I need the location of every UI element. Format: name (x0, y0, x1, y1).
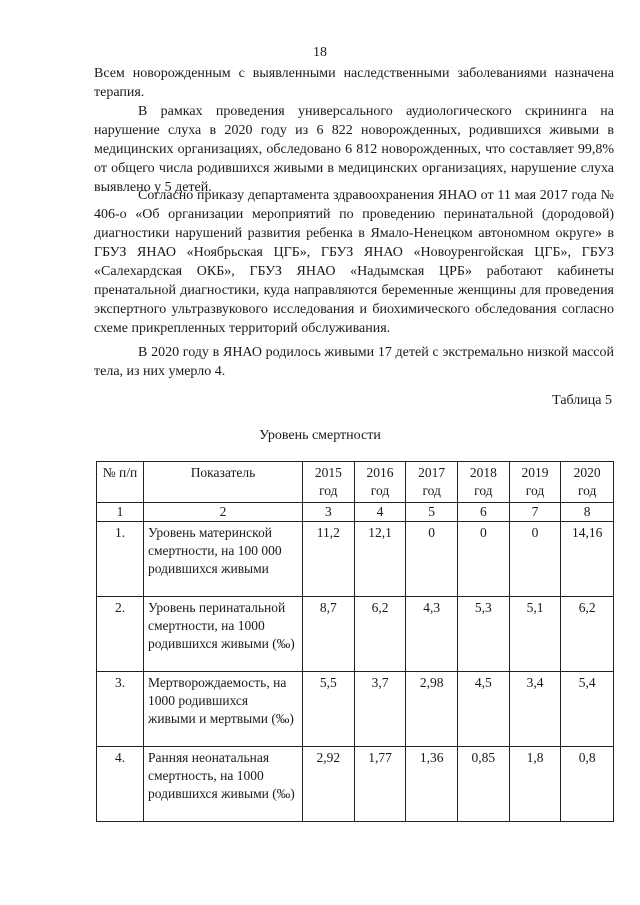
value-2018: 5,3 (458, 597, 510, 672)
row-num: 1. (97, 522, 144, 597)
row-num: 4. (97, 747, 144, 822)
column-index: 8 (561, 503, 614, 522)
column-index-row (97, 503, 614, 522)
table-caption: Таблица 5 (552, 393, 612, 408)
header-2016: 2016 год (354, 462, 406, 503)
table-header-row (97, 462, 614, 503)
header-2017: 2017 год (406, 462, 458, 503)
header-2020: 2020 год (561, 462, 614, 503)
paragraph-low-birth-weight: В 2020 году в ЯНАО родилось живыми 17 детей с экстремально низкой массой тела, из них умерло 4. (94, 345, 614, 379)
header-2015: 2015 год (303, 462, 355, 503)
value-2018: 0,85 (458, 747, 510, 822)
column-index: 3 (303, 503, 355, 522)
value-2018: 4,5 (458, 672, 510, 747)
row-indicator: Уровень перинатальной смертности, на 1000 родившихся живыми (‰) (144, 597, 303, 672)
value-2018: 0 (458, 522, 510, 597)
page-number: 18 (313, 45, 327, 60)
paragraph-therapy: Всем новорожденным с выявленными наследственными заболеваниями назначена терапия. (94, 66, 614, 100)
value-2020: 5,4 (561, 672, 614, 747)
value-2015: 5,5 (303, 672, 355, 747)
row-indicator: Мертворождаемость, на 1000 родившихся живыми и мертвыми (‰) (144, 672, 303, 747)
value-2019: 0 (509, 522, 561, 597)
value-2015: 8,7 (303, 597, 355, 672)
value-2017: 0 (406, 522, 458, 597)
value-2019: 5,1 (509, 597, 561, 672)
table-row-early-neonatal-mortality (97, 747, 614, 822)
value-2016: 1,77 (354, 747, 406, 822)
column-index: 6 (458, 503, 510, 522)
value-2017: 2,98 (406, 672, 458, 747)
row-indicator: Уровень материнской смертности, на 100 000 родившихся живыми (144, 522, 303, 597)
paragraph-hearing-screening: В рамках проведения универсального аудиологического скрининга на нарушение слуха в 2020 году из 6 822 новорожденных, родившихся живыми в медицинских организациях, обследовано 6 812 новорожденных, что составляет 99,8% от общего числа родившихся живыми в медицинских организациях, нарушение слуха выявлено у 5 детей. (94, 104, 614, 195)
row-indicator: Ранняя неонатальная смертность, на 1000 родившихся живыми (‰) (144, 747, 303, 822)
value-2019: 1,8 (509, 747, 561, 822)
table-title: Уровень смертности (259, 428, 381, 443)
value-2020: 14,16 (561, 522, 614, 597)
table-row-stillbirth (97, 672, 614, 747)
column-index: 4 (354, 503, 406, 522)
value-2019: 3,4 (509, 672, 561, 747)
header-2019: 2019 год (509, 462, 561, 503)
table-row-maternal-mortality (97, 522, 614, 597)
row-num: 2. (97, 597, 144, 672)
table-row-perinatal-mortality (97, 597, 614, 672)
value-2015: 11,2 (303, 522, 355, 597)
value-2020: 6,2 (561, 597, 614, 672)
column-index: 2 (144, 503, 303, 522)
value-2020: 0,8 (561, 747, 614, 822)
column-index: 1 (97, 503, 144, 522)
value-2016: 3,7 (354, 672, 406, 747)
column-index: 7 (509, 503, 561, 522)
value-2016: 12,1 (354, 522, 406, 597)
value-2015: 2,92 (303, 747, 355, 822)
value-2016: 6,2 (354, 597, 406, 672)
value-2017: 4,3 (406, 597, 458, 672)
header-num: № п/п (97, 462, 144, 503)
paragraph-prenatal-diagnostics: Согласно приказу департамента здравоохранения ЯНАО от 11 мая 2017 года № 406-о «Об организации мероприятий по проведению перинатальной (дородовой) диагностики нарушений развития ребенка в Ямало-Ненецком автономном округе» в ГБУЗ ЯНАО «Ноябрьская ЦГБ», ГБУЗ ЯНАО «Новоуренгойская ЦГБ», ГБУЗ «Салехардская ОКБ», ГБУЗ ЯНАО «Надымская ЦРБ» работают кабинеты пренатальной диагностики, куда направляются беременные женщины для проведения экспертного ультразвукового исследования и биохимического обследования согласно схеме прикрепленных территорий обслуживания. (94, 188, 614, 336)
column-index: 5 (406, 503, 458, 522)
row-num: 3. (97, 672, 144, 747)
mortality-table (96, 461, 614, 822)
header-2018: 2018 год (458, 462, 510, 503)
header-indicator: Показатель (144, 462, 303, 503)
value-2017: 1,36 (406, 747, 458, 822)
